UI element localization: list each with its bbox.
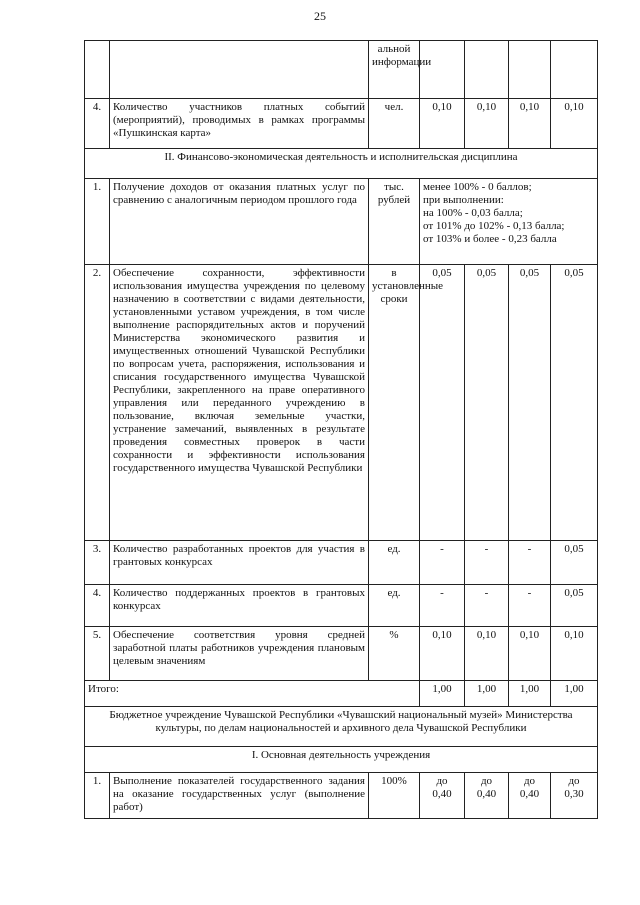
row-unit: ед. bbox=[369, 585, 420, 627]
row-unit: чел. bbox=[369, 99, 420, 149]
value-prefix: до bbox=[480, 775, 493, 787]
row-value: 0,10 bbox=[465, 99, 509, 149]
criteria-line: менее 100% - 0 баллов; bbox=[423, 181, 532, 193]
total-value: 1,00 bbox=[551, 681, 598, 707]
value-number: 0,40 bbox=[432, 788, 452, 800]
table-row bbox=[85, 179, 598, 265]
total-value: 1,00 bbox=[465, 681, 509, 707]
row-description: Обеспечение соответствия уровня средней заработной платы работников учреждения плановым целевым значениям bbox=[110, 627, 369, 681]
row-value: 0,05 bbox=[551, 265, 598, 541]
row-description: Количество разработанных проектов для участия в грантовых конкурсах bbox=[110, 541, 369, 585]
row-description: Количество поддержанных проектов в грантовых конкурсах bbox=[110, 585, 369, 627]
row-value: 0,05 bbox=[420, 265, 465, 541]
row-value: - bbox=[509, 541, 551, 585]
row-unit: альной информации bbox=[369, 41, 420, 99]
row-unit: тыс. рублей bbox=[369, 179, 420, 265]
page-number: 25 bbox=[314, 9, 326, 23]
row-number bbox=[85, 41, 110, 99]
row-value: 0,10 bbox=[509, 627, 551, 681]
value-number: 0,40 bbox=[476, 788, 497, 800]
row-value: - bbox=[420, 541, 465, 585]
row-value: 0,10 bbox=[420, 99, 465, 149]
row-value bbox=[509, 773, 551, 819]
row-number: 1. bbox=[85, 773, 110, 819]
row-number: 4. bbox=[85, 99, 110, 149]
value-prefix: до bbox=[568, 775, 580, 787]
row-value bbox=[551, 773, 598, 819]
row-value: 0,10 bbox=[551, 99, 598, 149]
row-unit: ед. bbox=[369, 541, 420, 585]
row-value: 0,05 bbox=[551, 585, 598, 627]
section-heading: I. Основная деятельность учреждения bbox=[85, 747, 598, 773]
row-description: Выполнение показателей государственного задания на оказание государственных услуг (выполнение работ) bbox=[110, 773, 369, 819]
row-value: 0,10 bbox=[551, 627, 598, 681]
total-row bbox=[85, 681, 598, 707]
value-number: 0,40 bbox=[519, 788, 540, 800]
row-description: Получение доходов от оказания платных услуг по сравнению с аналогичным периодом прошлого года bbox=[110, 179, 369, 265]
row-value bbox=[465, 41, 509, 99]
row-value: 0,05 bbox=[551, 541, 598, 585]
value-number: 0,30 bbox=[564, 788, 584, 800]
table-row bbox=[85, 41, 598, 99]
value-prefix: до bbox=[523, 775, 536, 787]
value-prefix: до bbox=[436, 775, 448, 787]
row-number: 1. bbox=[85, 179, 110, 265]
row-description: Обеспечение сохранности, эффективности использования имущества учреждения по целевому назначению в соответствии с видами деятельности, установленными уставом учреждения, в том числе выполнение распорядительных актов и поручений Министерства экономического развития и имущественных отношений Чувашской Республики по вопросам учета, распоряжения, использования и списания государственного имущества Чувашской Республики, закрепленного на праве оперативного управления или переданного учреждению в пользование, включая земельные участки, устранение замечаний, выявленных в результате проведения совместных проверок в части сохранности и эффективности использования государственного имущества Чувашской Республики bbox=[110, 265, 369, 541]
row-value: 0,10 bbox=[509, 99, 551, 149]
row-value bbox=[509, 41, 551, 99]
table-row bbox=[85, 265, 598, 541]
section-row bbox=[85, 747, 598, 773]
table-row bbox=[85, 99, 598, 149]
organization-row bbox=[85, 707, 598, 747]
row-value: - bbox=[465, 541, 509, 585]
row-number: 3. bbox=[85, 541, 110, 585]
row-value: - bbox=[509, 585, 551, 627]
total-label: Итого: bbox=[85, 681, 420, 707]
row-value: 0,05 bbox=[465, 265, 509, 541]
row-value bbox=[551, 41, 598, 99]
row-value bbox=[465, 773, 509, 819]
row-number: 2. bbox=[85, 265, 110, 541]
table-row bbox=[85, 627, 598, 681]
row-unit: % bbox=[369, 627, 420, 681]
row-value: 0,10 bbox=[465, 627, 509, 681]
row-value bbox=[420, 41, 465, 99]
row-number: 4. bbox=[85, 585, 110, 627]
criteria-line: при выполнении: bbox=[423, 194, 504, 206]
table-row bbox=[85, 773, 598, 819]
table-row bbox=[85, 585, 598, 627]
section-row bbox=[85, 149, 598, 179]
section-heading: II. Финансово-экономическая деятельность и исполнительская дисциплина bbox=[85, 149, 598, 179]
row-value: 0,10 bbox=[420, 627, 465, 681]
total-value: 1,00 bbox=[509, 681, 551, 707]
row-value bbox=[420, 773, 465, 819]
row-value: 0,05 bbox=[509, 265, 551, 541]
total-value: 1,00 bbox=[420, 681, 465, 707]
row-description: Количество участников платных событий (мероприятий), проводимых в рамках программы «Пушкинская карта» bbox=[110, 99, 369, 149]
scoring-criteria bbox=[420, 179, 598, 265]
row-number: 5. bbox=[85, 627, 110, 681]
row-value: - bbox=[420, 585, 465, 627]
row-description bbox=[110, 41, 369, 99]
row-value: - bbox=[465, 585, 509, 627]
row-unit: 100% bbox=[369, 773, 420, 819]
criteria-line: от 103% и более - 0,23 балла bbox=[423, 233, 557, 245]
organization-heading: Бюджетное учреждение Чувашской Республики «Чувашский национальный музей» Министерства культуры, по делам национальностей и архивного дела Чувашской Республики bbox=[85, 707, 598, 747]
criteria-line: на 100% - 0,03 балла; bbox=[423, 207, 523, 219]
criteria-line: от 101% до 102% - 0,13 балла; bbox=[423, 220, 565, 232]
row-unit: в установленные сроки bbox=[369, 265, 420, 541]
table-row bbox=[85, 541, 598, 585]
indicators-table bbox=[84, 40, 598, 819]
